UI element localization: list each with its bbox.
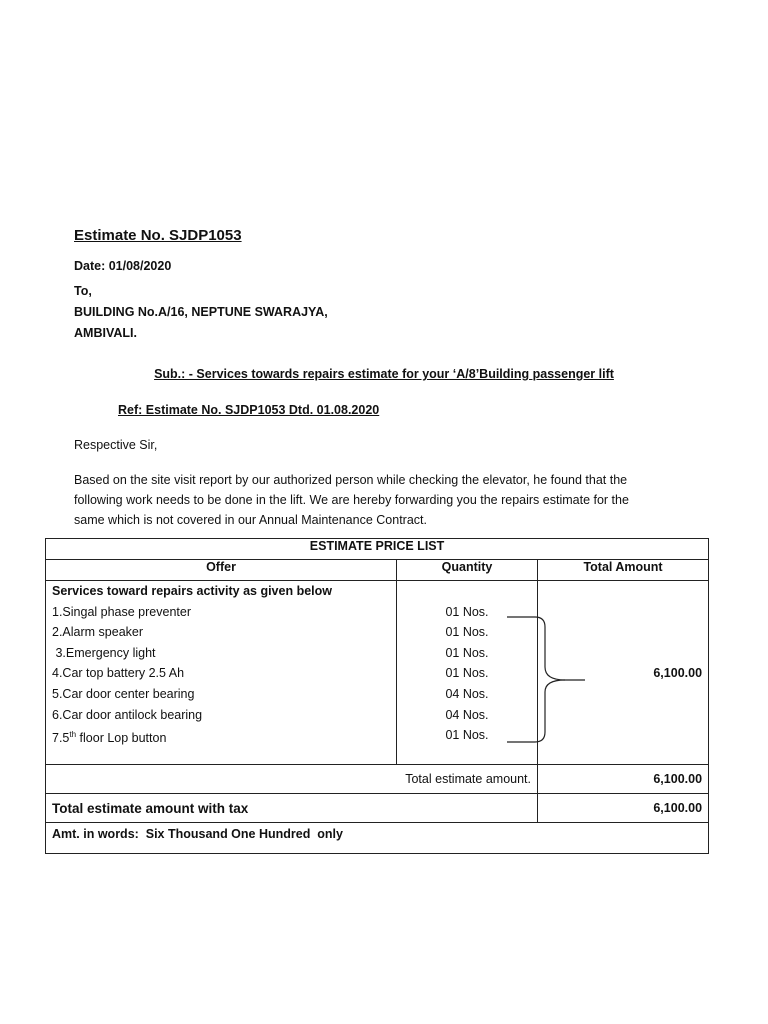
section-heading: Services toward repairs activity as given below [52, 584, 332, 598]
list-item: 4.Car top battery 2.5 Ah [52, 666, 185, 681]
last-item-suffix: floor Lop button [76, 731, 167, 746]
last-item-superscript: th [69, 730, 77, 740]
reference-line: Ref: Estimate No. SJDP1053 Dtd. 01.08.2020 [118, 403, 380, 417]
total-estimate-label: Total estimate amount. [46, 765, 538, 794]
list-item: 1.Singal phase preventer [52, 604, 191, 619]
item-quantity: 01 Nos. [445, 625, 489, 640]
address-line-2: AMBIVALI. [74, 326, 137, 340]
grouped-amount: 6,100.00 [653, 665, 703, 680]
list-item: 5.Car door center bearing [52, 686, 195, 701]
estimate-price-table [45, 538, 709, 854]
address-to: To, [74, 284, 92, 298]
offer-items-cell [46, 581, 397, 765]
table-title: ESTIMATE PRICE LIST [46, 539, 709, 560]
list-item [52, 725, 390, 746]
column-header-quantity: Quantity [397, 560, 538, 581]
amount-in-words: Amt. in words: Six Thousand One Hundred only [46, 823, 709, 854]
last-item-prefix: 7.5 [52, 731, 70, 746]
item-quantity: 04 Nos. [445, 686, 489, 701]
body-line-1: Based on the site visit report by our authorized person while checking the elevator, he found that the [74, 473, 628, 487]
estimate-date: Date: 01/08/2020 [74, 259, 172, 273]
salutation: Respective Sir, [74, 438, 158, 452]
list-item: 6.Car door antilock bearing [52, 707, 203, 722]
total-with-tax-label: Total estimate amount with tax [46, 794, 538, 823]
list-item: 3.Emergency light [52, 645, 156, 660]
column-header-total: Total Amount [538, 560, 709, 581]
item-quantity: 01 Nos. [445, 604, 489, 619]
list-item: 2.Alarm speaker [52, 625, 144, 640]
body-line-2: following work needs to be done in the lift. We are hereby forwarding you the repairs estimate for the [74, 493, 629, 507]
item-quantity: 01 Nos. [445, 728, 489, 743]
total-with-tax-value: 6,100.00 [538, 794, 709, 823]
column-header-offer: Offer [46, 560, 397, 581]
item-quantity: 01 Nos. [445, 645, 489, 660]
total-estimate-value: 6,100.00 [538, 765, 709, 794]
item-quantity: 04 Nos. [445, 707, 489, 722]
subject-line: Sub.: - Services towards repairs estimate for your ‘A/8’Building passenger lift [154, 367, 614, 381]
curly-brace-connector [505, 612, 595, 747]
address-line-1: BUILDING No.A/16, NEPTUNE SWARAJYA, [74, 305, 328, 319]
body-line-3: same which is not covered in our Annual Maintenance Contract. [74, 513, 427, 527]
estimate-title: Estimate No. SJDP1053 [74, 227, 242, 244]
item-quantity: 01 Nos. [445, 666, 489, 681]
